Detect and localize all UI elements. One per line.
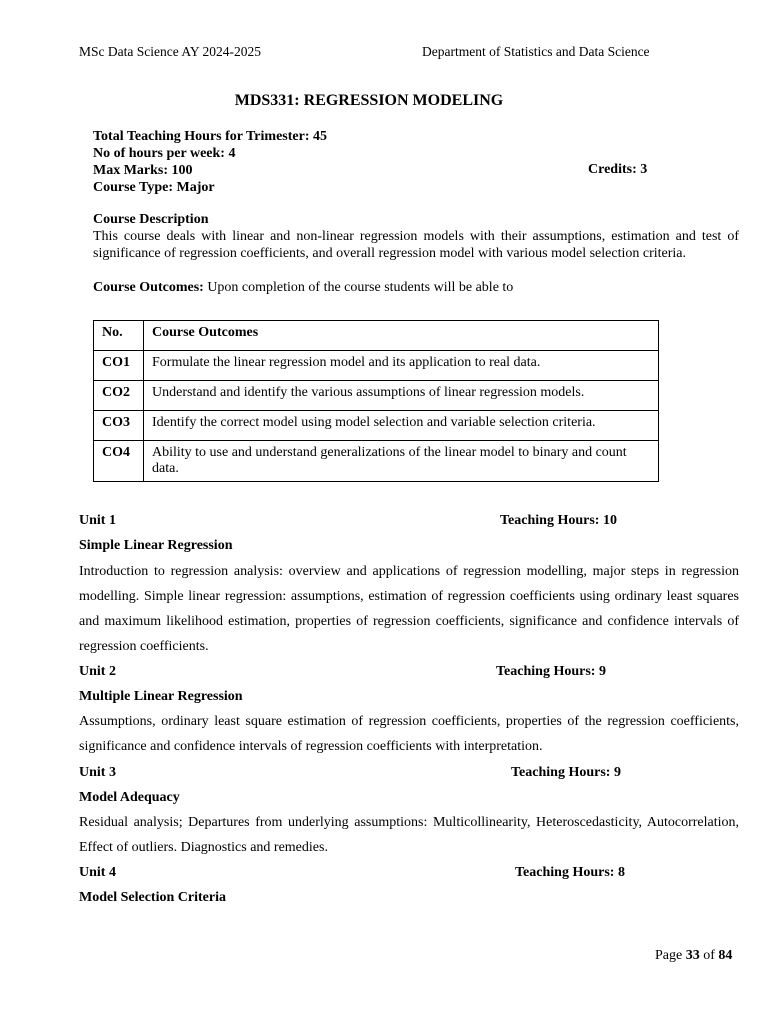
header-right: Department of Statistics and Data Science: [422, 44, 650, 59]
unit-2-hours: Teaching Hours: 9: [496, 664, 606, 679]
page-title: MDS331: REGRESSION MODELING: [234, 92, 504, 109]
unit-4-hours: Teaching Hours: 8: [515, 865, 625, 880]
column-header-outcomes: Course Outcomes: [144, 321, 659, 351]
unit-3-hours: Teaching Hours: 9: [511, 765, 621, 780]
page-label: Page: [655, 948, 683, 963]
outcome-text: Ability to use and understand generalizations of the linear model to binary and count data.: [144, 441, 659, 482]
unit-3-body: Residual analysis; Departures from underlying assumptions: Multicollinearity, Heteroscedasticity, Autocorrelation, Effect of outliers. Diagnostics and remedies.: [79, 815, 739, 855]
table-row: [94, 441, 659, 482]
outcome-text: Understand and identify the various assumptions of linear regression models.: [144, 381, 659, 411]
max-marks: Max Marks: 100: [93, 163, 193, 178]
unit-1-title: Simple Linear Regression: [79, 538, 233, 553]
page-number: [655, 948, 732, 964]
unit-1-label: Unit 1: [79, 513, 116, 528]
table-row: [94, 381, 659, 411]
hours-per-week: No of hours per week: 4: [93, 146, 236, 161]
credits: Credits: 3: [588, 162, 648, 177]
course-outcomes-label: Course Outcomes:: [93, 280, 204, 295]
course-type: Course Type: Major: [93, 180, 215, 195]
outcome-no: CO4: [94, 441, 144, 482]
table-row: [94, 411, 659, 441]
outcome-text: Formulate the linear regression model and its application to real data.: [144, 351, 659, 381]
course-outcomes-text: Upon completion of the course students will be able to: [207, 280, 514, 295]
outcome-no: CO2: [94, 381, 144, 411]
unit-4-label: Unit 4: [79, 865, 116, 880]
course-outcomes-table: [93, 320, 659, 482]
course-description-heading: Course Description: [93, 212, 209, 227]
unit-1-body: Introduction to regression analysis: overview and applications of regression modelling, major steps in regression modelling. Simple linear regression: assumptions, estimation of regression coefficients using ordinary least squares and maximum likelihood estimation, properties of regression coefficients, significance and confidence intervals of regression coefficients.: [79, 564, 739, 654]
unit-2-body: Assumptions, ordinary least square estimation of regression coefficients, properties of the regression coefficients, significance and confidence intervals of regression coefficients with interpretation.: [79, 714, 739, 754]
unit-3-title: Model Adequacy: [79, 790, 180, 805]
total-teaching-hours: Total Teaching Hours for Trimester: 45: [93, 129, 327, 144]
unit-4-title: Model Selection Criteria: [79, 890, 226, 905]
outcome-no: CO3: [94, 411, 144, 441]
table-header-row: [94, 321, 659, 351]
total-pages: 84: [718, 948, 733, 963]
unit-1-hours: Teaching Hours: 10: [500, 513, 617, 528]
unit-2-label: Unit 2: [79, 664, 116, 679]
table-row: [94, 351, 659, 381]
outcome-text: Identify the correct model using model selection and variable selection criteria.: [144, 411, 659, 441]
of-label: of: [703, 948, 715, 963]
course-description-body: This course deals with linear and non-linear regression models with their assumptions, estimation and test of significance of regression coefficients, and overall regression model with various model selection criteria.: [93, 229, 739, 261]
column-header-no: No.: [94, 321, 144, 351]
unit-3-label: Unit 3: [79, 765, 116, 780]
unit-2-title: Multiple Linear Regression: [79, 689, 243, 704]
header-left: MSc Data Science AY 2024-2025: [79, 44, 261, 59]
course-outcomes-intro: [93, 280, 513, 296]
outcome-no: CO1: [94, 351, 144, 381]
current-page: 33: [685, 948, 700, 963]
